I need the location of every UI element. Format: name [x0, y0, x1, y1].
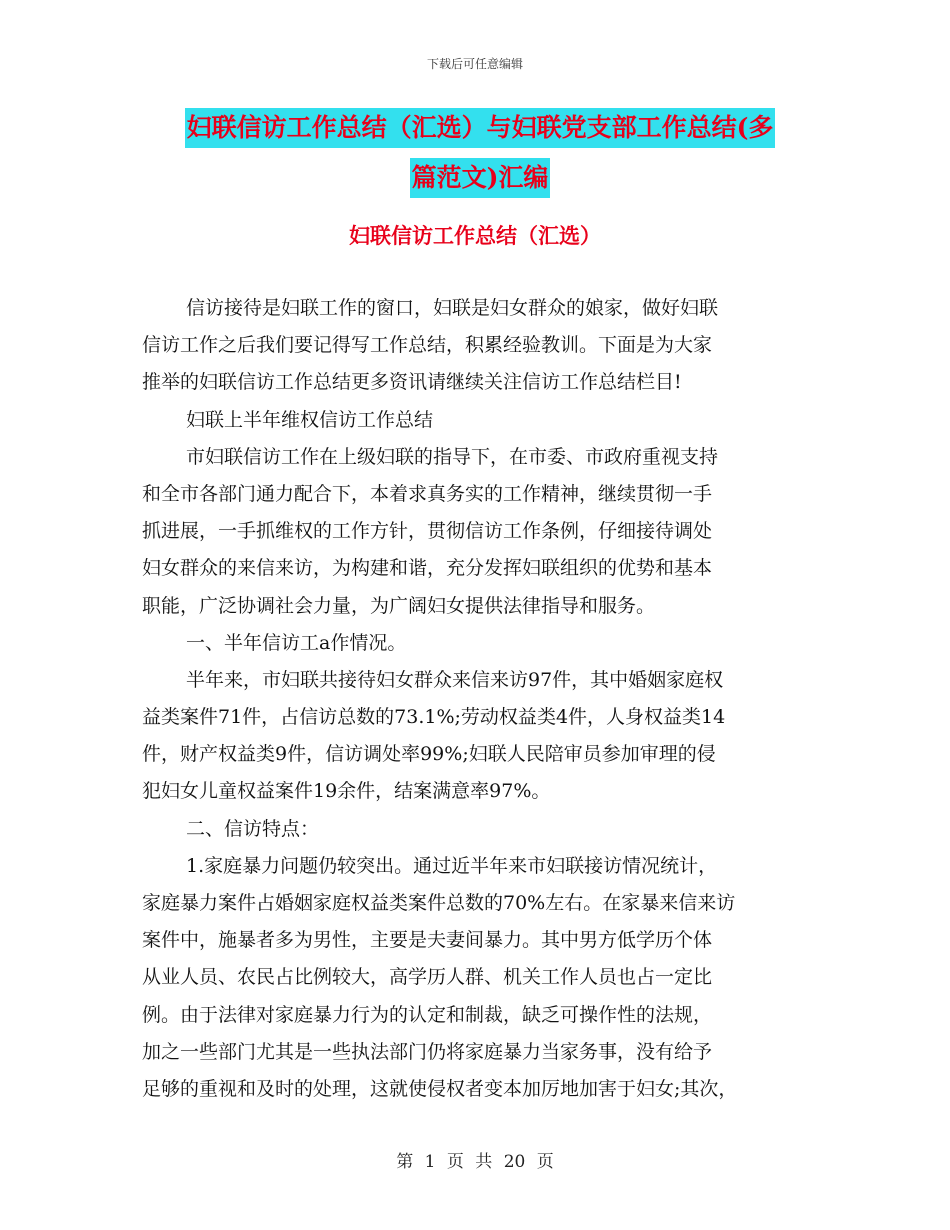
paragraph-line: 件，财产权益类9件，信访调处率99%;妇联人民陪审员参加审理的侵	[142, 743, 716, 766]
paragraph-line: 犯妇女儿童权益案件19余件，结案满意率97%。	[142, 780, 551, 803]
body-text	[142, 290, 814, 1108]
paragraph-line: 从业人员、农民占比例较大，高学历人群、机关工作人员也占一定比	[142, 966, 713, 989]
paragraph-line: 抓进展，一手抓维权的工作方针，贯彻信访工作条例，仔细接待调处	[142, 520, 713, 543]
subheading-line: 一、半年信访工a作情况。	[186, 631, 407, 654]
paragraph-line: 推举的妇联信访工作总结更多资讯请继续关注信访工作总结栏目!	[142, 371, 682, 394]
paragraph-line: 1.家庭暴力问题仍较突出。通过近半年来市妇联接访情况统计，	[186, 854, 718, 877]
paragraph-line: 例。由于法律对家庭暴力行为的认定和制裁，缺乏可操作性的法规，	[142, 1003, 713, 1026]
paragraph-line: 职能，广泛协调社会力量，为广阔妇女提供法律指导和服务。	[142, 594, 656, 617]
paragraph-line: 案件中，施暴者多为男性，主要是夫妻间暴力。其中男方低学历个体	[142, 929, 713, 952]
paragraph-line: 半年来，市妇联共接待妇女群众来信来访97件，其中婚姻家庭权	[186, 668, 724, 691]
page-number: 第 1 页 共 20 页	[396, 1152, 554, 1172]
header-note: 下载后可任意编辑	[426, 57, 523, 71]
paragraph-line: 足够的重视和及时的处理，这就使侵权者变本加厉地加害于妇女;其次，	[142, 1077, 738, 1100]
paragraph-line: 家庭暴力案件占婚姻家庭权益类案件总数的70%左右。在家暴来信来访	[142, 892, 736, 914]
paragraph-line: 市妇联信访工作在上级妇联的指导下，在市委、市政府重视支持	[186, 445, 719, 468]
paragraph-line: 加之一些部门尤其是一些执法部门仍将家庭暴力当家务事，没有给予	[142, 1040, 713, 1063]
section-heading: 妇联信访工作总结（汇选）	[349, 223, 601, 248]
title-line-2: 篇范文)汇编	[410, 158, 551, 198]
paragraph-line: 益类案件71件，占信访总数的73.1%;劳动权益类4件，人身权益类14	[142, 706, 726, 729]
paragraph-line: 和全市各部门通力配合下，本着求真务实的工作精神，继续贯彻一手	[142, 482, 713, 505]
document-title	[140, 108, 820, 198]
paragraph-line: 信访工作之后我们要记得写工作总结，积累经验教训。下面是为大家	[142, 334, 713, 357]
title-line-1: 妇联信访工作总结（汇选）与妇联党支部工作总结(多	[185, 108, 776, 148]
subheading-line: 妇联上半年维权信访工作总结	[186, 408, 434, 431]
subheading-line: 二、信访特点：	[186, 817, 320, 840]
paragraph-line: 妇女群众的来信来访，为构建和谐，充分发挥妇联组织的优势和基本	[142, 557, 713, 580]
paragraph-line: 信访接待是妇联工作的窗口，妇联是妇女群众的娘家，做好妇联	[186, 297, 719, 319]
